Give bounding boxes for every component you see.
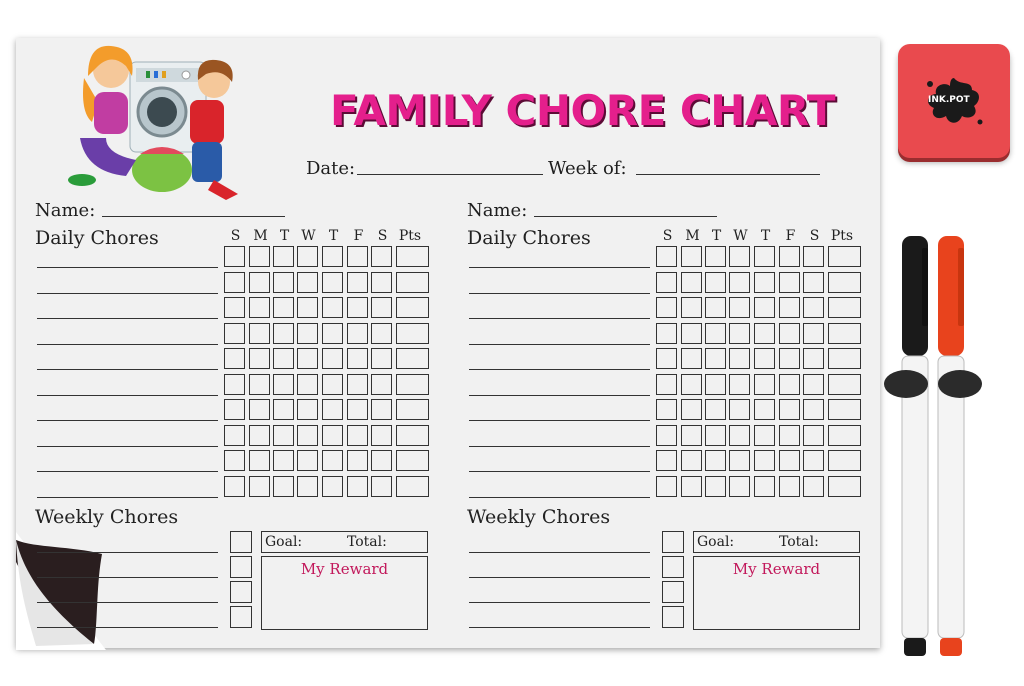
day-checkbox[interactable]: [656, 297, 677, 318]
daily-chores-title: Daily Chores: [35, 227, 159, 249]
day-checkbox[interactable]: [224, 450, 245, 471]
day-checkbox[interactable]: [297, 272, 318, 293]
day-checkbox[interactable]: [656, 425, 677, 446]
day-checkbox[interactable]: [297, 348, 318, 369]
points-box[interactable]: [396, 425, 429, 446]
day-checkbox[interactable]: [273, 297, 294, 318]
weekly-checkbox[interactable]: [662, 531, 684, 553]
chore-line[interactable]: [469, 446, 650, 447]
day-checkbox[interactable]: [322, 399, 343, 420]
day-checkbox[interactable]: [249, 425, 270, 446]
day-header: M: [253, 228, 268, 244]
day-checkbox[interactable]: [322, 246, 343, 267]
day-checkbox[interactable]: [371, 348, 392, 369]
weekly-checkbox[interactable]: [230, 556, 252, 578]
day-checkbox[interactable]: [681, 374, 702, 395]
day-checkbox[interactable]: [803, 425, 824, 446]
date-label: Date:: [306, 158, 356, 179]
day-header: T: [711, 228, 722, 244]
day-checkbox[interactable]: [779, 476, 800, 497]
weekly-chore-line[interactable]: [469, 552, 650, 553]
day-checkbox[interactable]: [754, 399, 775, 420]
points-box[interactable]: [396, 348, 429, 369]
day-checkbox[interactable]: [656, 348, 677, 369]
day-checkbox[interactable]: [729, 450, 750, 471]
day-checkbox[interactable]: [656, 476, 677, 497]
day-checkbox[interactable]: [322, 476, 343, 497]
day-checkbox[interactable]: [705, 297, 726, 318]
weekly-chore-line[interactable]: [37, 602, 218, 603]
day-checkbox[interactable]: [273, 374, 294, 395]
day-header: S: [662, 228, 673, 244]
chore-line[interactable]: [37, 267, 218, 268]
weekly-chores-title: Weekly Chores: [467, 506, 611, 528]
day-checkbox[interactable]: [656, 399, 677, 420]
day-checkbox[interactable]: [224, 272, 245, 293]
day-checkbox[interactable]: [249, 476, 270, 497]
day-header: S: [809, 228, 820, 244]
points-box[interactable]: [828, 476, 861, 497]
day-checkbox[interactable]: [347, 297, 368, 318]
day-checkbox[interactable]: [273, 272, 294, 293]
day-checkbox[interactable]: [803, 399, 824, 420]
day-checkbox[interactable]: [705, 272, 726, 293]
weekly-checkbox[interactable]: [230, 531, 252, 553]
day-checkbox[interactable]: [656, 450, 677, 471]
my-reward-box[interactable]: My Reward: [693, 556, 860, 630]
day-checkbox[interactable]: [297, 297, 318, 318]
day-checkbox[interactable]: [705, 246, 726, 267]
chore-line[interactable]: [469, 395, 650, 396]
day-checkbox[interactable]: [297, 323, 318, 344]
points-box[interactable]: [396, 374, 429, 395]
chore-line[interactable]: [37, 446, 218, 447]
day-checkbox[interactable]: [779, 399, 800, 420]
weekly-chore-line[interactable]: [469, 577, 650, 578]
chore-line[interactable]: [469, 267, 650, 268]
day-checkbox[interactable]: [273, 246, 294, 267]
goal-total-box[interactable]: [261, 531, 428, 553]
day-checkbox[interactable]: [224, 246, 245, 267]
day-checkbox[interactable]: [705, 348, 726, 369]
points-box[interactable]: [828, 425, 861, 446]
name-line[interactable]: [534, 216, 717, 217]
points-box[interactable]: [828, 297, 861, 318]
day-header: F: [785, 228, 796, 244]
day-checkbox[interactable]: [322, 297, 343, 318]
chore-line[interactable]: [37, 497, 218, 498]
day-checkbox[interactable]: [656, 323, 677, 344]
points-box[interactable]: [396, 246, 429, 267]
day-checkbox[interactable]: [249, 348, 270, 369]
day-checkbox[interactable]: [656, 272, 677, 293]
day-header: T: [328, 228, 339, 244]
day-checkbox[interactable]: [754, 425, 775, 446]
day-checkbox[interactable]: [322, 272, 343, 293]
day-checkbox[interactable]: [249, 399, 270, 420]
day-checkbox[interactable]: [322, 450, 343, 471]
day-checkbox[interactable]: [224, 476, 245, 497]
day-checkbox[interactable]: [224, 374, 245, 395]
chore-line[interactable]: [469, 293, 650, 294]
day-checkbox[interactable]: [705, 425, 726, 446]
day-checkbox[interactable]: [249, 450, 270, 471]
day-checkbox[interactable]: [705, 399, 726, 420]
day-checkbox[interactable]: [779, 450, 800, 471]
day-checkbox[interactable]: [371, 297, 392, 318]
day-checkbox[interactable]: [779, 348, 800, 369]
name-line[interactable]: [102, 216, 285, 217]
day-checkbox[interactable]: [249, 272, 270, 293]
day-checkbox[interactable]: [803, 246, 824, 267]
points-box[interactable]: [828, 399, 861, 420]
day-checkbox[interactable]: [347, 425, 368, 446]
day-checkbox[interactable]: [681, 425, 702, 446]
day-checkbox[interactable]: [754, 246, 775, 267]
day-checkbox[interactable]: [371, 476, 392, 497]
day-checkbox[interactable]: [803, 374, 824, 395]
day-checkbox[interactable]: [347, 450, 368, 471]
day-checkbox[interactable]: [754, 450, 775, 471]
day-checkbox[interactable]: [681, 450, 702, 471]
day-checkbox[interactable]: [297, 425, 318, 446]
points-box[interactable]: [396, 297, 429, 318]
day-checkbox[interactable]: [371, 450, 392, 471]
points-header: Pts: [398, 228, 422, 244]
points-box[interactable]: [828, 450, 861, 471]
day-checkbox[interactable]: [322, 348, 343, 369]
points-box[interactable]: [396, 323, 429, 344]
day-checkbox[interactable]: [371, 246, 392, 267]
weekly-chores-title: Weekly Chores: [35, 506, 179, 528]
day-checkbox[interactable]: [273, 450, 294, 471]
red-marker: [930, 234, 982, 662]
day-checkbox[interactable]: [754, 323, 775, 344]
day-checkbox[interactable]: [371, 399, 392, 420]
day-checkbox[interactable]: [297, 450, 318, 471]
curled-corner: [16, 532, 106, 650]
day-checkbox[interactable]: [347, 374, 368, 395]
day-checkbox[interactable]: [803, 450, 824, 471]
day-checkbox[interactable]: [347, 323, 368, 344]
day-checkbox[interactable]: [754, 374, 775, 395]
points-box[interactable]: [828, 246, 861, 267]
day-header: F: [353, 228, 364, 244]
goal-label: Goal:: [265, 534, 303, 550]
day-checkbox[interactable]: [681, 297, 702, 318]
day-checkbox[interactable]: [729, 348, 750, 369]
day-checkbox[interactable]: [224, 297, 245, 318]
day-checkbox[interactable]: [249, 323, 270, 344]
day-checkbox[interactable]: [273, 348, 294, 369]
name-label: Name:: [467, 200, 528, 221]
week-line[interactable]: [636, 174, 820, 175]
day-checkbox[interactable]: [681, 272, 702, 293]
day-checkbox[interactable]: [681, 476, 702, 497]
day-checkbox[interactable]: [803, 348, 824, 369]
day-checkbox[interactable]: [224, 425, 245, 446]
day-checkbox[interactable]: [273, 399, 294, 420]
points-box[interactable]: [396, 272, 429, 293]
day-checkbox[interactable]: [681, 348, 702, 369]
day-checkbox[interactable]: [249, 374, 270, 395]
day-checkbox[interactable]: [224, 348, 245, 369]
chore-line[interactable]: [37, 395, 218, 396]
day-header: T: [760, 228, 771, 244]
day-checkbox[interactable]: [754, 348, 775, 369]
day-checkbox[interactable]: [754, 272, 775, 293]
points-box[interactable]: [828, 323, 861, 344]
day-checkbox[interactable]: [803, 272, 824, 293]
day-checkbox[interactable]: [729, 476, 750, 497]
day-checkbox[interactable]: [681, 399, 702, 420]
goal-total-box[interactable]: [693, 531, 860, 553]
day-header: S: [230, 228, 241, 244]
total-label: Total:: [779, 534, 819, 550]
weekly-chore-line[interactable]: [469, 627, 650, 628]
day-checkbox[interactable]: [273, 323, 294, 344]
day-checkbox[interactable]: [322, 323, 343, 344]
chore-line[interactable]: [37, 471, 218, 472]
daily-chores-title: Daily Chores: [467, 227, 591, 249]
weekly-checkbox[interactable]: [662, 556, 684, 578]
chore-line[interactable]: [469, 369, 650, 370]
day-checkbox[interactable]: [779, 272, 800, 293]
day-checkbox[interactable]: [347, 476, 368, 497]
day-checkbox[interactable]: [322, 425, 343, 446]
weekly-chore-line[interactable]: [37, 552, 218, 553]
day-header: W: [301, 228, 316, 244]
name-label: Name:: [35, 200, 96, 221]
day-checkbox[interactable]: [803, 297, 824, 318]
chore-line[interactable]: [469, 471, 650, 472]
points-box[interactable]: [396, 476, 429, 497]
week-label: Week of:: [548, 158, 627, 179]
black-marker: [884, 234, 936, 662]
day-checkbox[interactable]: [371, 323, 392, 344]
day-checkbox[interactable]: [224, 399, 245, 420]
day-checkbox[interactable]: [779, 297, 800, 318]
chore-line[interactable]: [469, 344, 650, 345]
day-checkbox[interactable]: [347, 246, 368, 267]
day-checkbox[interactable]: [729, 323, 750, 344]
chore-line[interactable]: [37, 369, 218, 370]
day-checkbox[interactable]: [729, 246, 750, 267]
day-checkbox[interactable]: [779, 323, 800, 344]
day-checkbox[interactable]: [705, 476, 726, 497]
chore-line[interactable]: [469, 420, 650, 421]
day-checkbox[interactable]: [371, 374, 392, 395]
chore-line[interactable]: [37, 420, 218, 421]
day-checkbox[interactable]: [754, 476, 775, 497]
date-line[interactable]: [357, 174, 543, 175]
day-checkbox[interactable]: [803, 323, 824, 344]
day-checkbox[interactable]: [656, 374, 677, 395]
day-checkbox[interactable]: [297, 476, 318, 497]
chore-line[interactable]: [469, 318, 650, 319]
day-checkbox[interactable]: [273, 476, 294, 497]
weekly-chore-line[interactable]: [469, 602, 650, 603]
weekly-checkbox[interactable]: [230, 606, 252, 628]
day-checkbox[interactable]: [729, 272, 750, 293]
day-checkbox[interactable]: [681, 323, 702, 344]
points-box[interactable]: [828, 348, 861, 369]
day-checkbox[interactable]: [273, 425, 294, 446]
day-checkbox[interactable]: [249, 297, 270, 318]
day-header: M: [685, 228, 700, 244]
points-box[interactable]: [396, 399, 429, 420]
page-title: FAMILY CHORE CHART: [330, 86, 835, 135]
day-checkbox[interactable]: [297, 399, 318, 420]
day-header: W: [733, 228, 748, 244]
day-checkbox[interactable]: [371, 425, 392, 446]
day-checkbox[interactable]: [779, 246, 800, 267]
weekly-chore-line[interactable]: [37, 627, 218, 628]
day-checkbox[interactable]: [297, 374, 318, 395]
eraser-brand: INK.POT: [928, 95, 970, 105]
points-header: Pts: [830, 228, 854, 244]
day-checkbox[interactable]: [779, 374, 800, 395]
day-checkbox[interactable]: [779, 425, 800, 446]
day-checkbox[interactable]: [224, 323, 245, 344]
chore-line[interactable]: [37, 293, 218, 294]
day-checkbox[interactable]: [322, 374, 343, 395]
day-checkbox[interactable]: [681, 246, 702, 267]
day-checkbox[interactable]: [729, 297, 750, 318]
day-header: T: [279, 228, 290, 244]
weekly-chore-line[interactable]: [37, 577, 218, 578]
chore-line[interactable]: [469, 497, 650, 498]
day-checkbox[interactable]: [705, 323, 726, 344]
day-checkbox[interactable]: [347, 272, 368, 293]
chore-line[interactable]: [37, 344, 218, 345]
my-reward-box[interactable]: My Reward: [261, 556, 428, 630]
points-box[interactable]: [828, 272, 861, 293]
goal-label: Goal:: [697, 534, 735, 550]
day-header: S: [377, 228, 388, 244]
day-checkbox[interactable]: [347, 399, 368, 420]
day-checkbox[interactable]: [729, 374, 750, 395]
day-checkbox[interactable]: [297, 246, 318, 267]
weekly-checkbox[interactable]: [230, 581, 252, 603]
day-checkbox[interactable]: [371, 272, 392, 293]
day-checkbox[interactable]: [705, 374, 726, 395]
weekly-checkbox[interactable]: [662, 581, 684, 603]
points-box[interactable]: [396, 450, 429, 471]
weekly-checkbox[interactable]: [662, 606, 684, 628]
chore-line[interactable]: [37, 318, 218, 319]
points-box[interactable]: [828, 374, 861, 395]
day-checkbox[interactable]: [729, 399, 750, 420]
total-label: Total:: [347, 534, 387, 550]
family-laundry-illustration: [66, 42, 246, 202]
day-checkbox[interactable]: [803, 476, 824, 497]
day-checkbox[interactable]: [656, 246, 677, 267]
day-checkbox[interactable]: [347, 348, 368, 369]
day-checkbox[interactable]: [729, 425, 750, 446]
day-checkbox[interactable]: [249, 246, 270, 267]
day-checkbox[interactable]: [754, 297, 775, 318]
day-checkbox[interactable]: [705, 450, 726, 471]
